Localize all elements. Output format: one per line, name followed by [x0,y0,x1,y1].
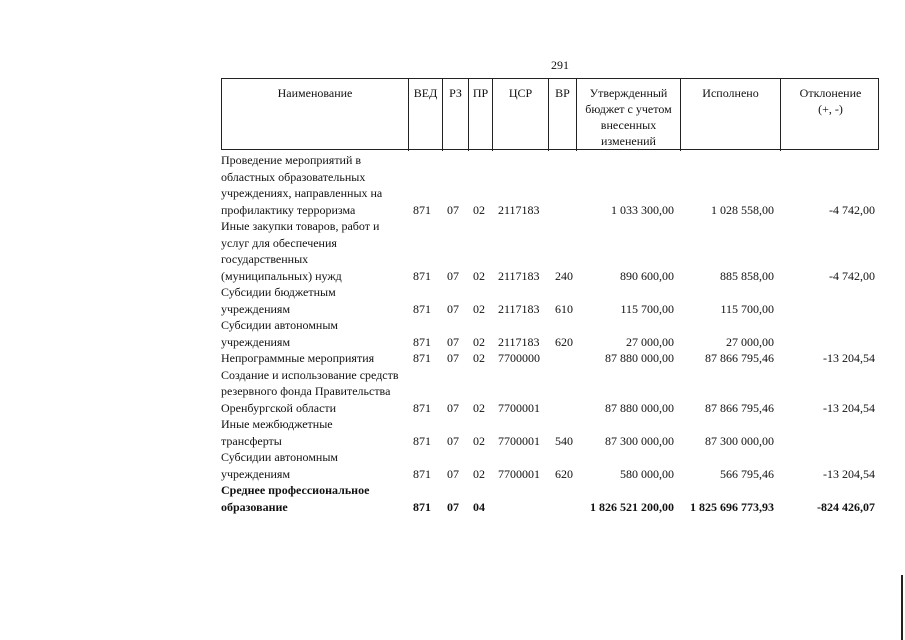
row-budget: 87 880 000,00 [605,400,674,415]
row-pr: 04 [473,499,485,514]
row-pr: 02 [473,400,485,415]
header-name: Наименование [277,86,353,100]
row-vr: 540 [555,433,573,448]
row-deviation: -13 204,54 [823,400,875,415]
row-csr: 7700001 [498,433,540,448]
row-rz: 07 [447,351,459,365]
header-vr: ВР [548,79,576,151]
table-row [221,218,881,284]
row-ved: 871 [413,433,431,448]
row-pr: 02 [473,466,485,481]
table-row [221,152,881,218]
table-body [221,152,881,515]
row-deviation: -13 204,54 [823,351,875,365]
row-budget: 27 000,00 [626,334,674,349]
row-csr: 7700001 [498,466,540,481]
row-deviation: -13 204,54 [823,466,875,481]
row-executed: 566 795,46 [720,466,774,481]
row-budget: 1 826 521 200,00 [590,499,674,514]
row-ved: 871 [413,334,431,349]
row-executed: 1 028 558,00 [711,202,774,217]
table-row [221,449,881,482]
row-name: Проведение мероприятий в областных образовательных учреждениях, направленных на профилактику терроризма [221,153,383,217]
row-csr: 2117183 [498,334,540,349]
row-ved: 871 [413,202,431,217]
row-rz: 07 [447,466,459,481]
row-name: Субсидии автономным учреждениям [221,450,338,481]
table-row [221,317,881,350]
row-deviation: -4 742,00 [829,268,875,283]
row-budget: 87 300 000,00 [605,433,674,448]
row-rz: 07 [447,433,459,448]
header-deviation: Отклонение (+, -) [780,79,880,151]
row-csr: 2117183 [498,301,540,316]
row-rz: 07 [447,268,459,283]
table-row [221,350,881,367]
row-ved: 871 [413,466,431,481]
row-csr: 2117183 [498,268,540,283]
row-ved: 871 [413,268,431,283]
row-ved: 871 [413,400,431,415]
row-pr: 02 [473,351,485,365]
row-rz: 07 [447,334,459,349]
row-name: Субсидии бюджетным учреждениям [221,285,336,316]
row-pr: 02 [473,301,485,316]
row-executed: 885 858,00 [720,268,774,283]
row-name: Непрограммные мероприятия [221,351,375,365]
table-row [221,482,881,515]
row-executed: 115 700,00 [720,301,774,316]
row-name: Иные межбюджетные трансферты [221,417,333,448]
row-vr: 610 [555,301,573,316]
row-rz: 07 [447,301,459,316]
row-vr: 620 [555,466,573,481]
header-csr: ЦСР [492,79,548,151]
header-rz: РЗ [442,79,468,151]
row-executed: 27 000,00 [726,334,774,349]
row-vr: 620 [555,334,573,349]
row-name: Создание и использование средств резервного фонда Правительства Оренбургской области [221,367,399,415]
row-budget: 115 700,00 [620,301,674,316]
scan-edge-mark [901,575,903,640]
page-number: 291 [551,58,569,72]
row-name: Субсидии автономным учреждениям [221,318,338,349]
header-budget: Утвержденный бюджет с учетом внесенных изменений [576,79,680,151]
row-ved: 871 [413,301,431,316]
row-budget: 890 600,00 [620,268,674,283]
row-budget: 87 880 000,00 [605,351,674,365]
row-executed: 87 866 795,46 [705,400,774,415]
row-csr: 7700000 [498,351,540,365]
row-pr: 02 [473,334,485,349]
header-pr: ПР [468,79,492,151]
row-pr: 02 [473,202,485,217]
row-ved: 871 [413,351,431,365]
row-deviation: -4 742,00 [829,202,875,217]
row-rz: 07 [447,499,459,514]
header-executed: Исполнено [680,79,780,151]
table-row [221,284,881,317]
row-deviation: -824 426,07 [817,499,875,514]
row-ved: 871 [413,499,431,514]
row-rz: 07 [447,202,459,217]
row-budget: 1 033 300,00 [611,202,674,217]
row-executed: 87 300 000,00 [705,433,774,448]
table-row [221,416,881,449]
header-ved: ВЕД [408,79,442,151]
row-pr: 02 [473,433,485,448]
row-name: Среднее профессиональное образование [221,483,370,514]
row-budget: 580 000,00 [620,466,674,481]
table-row [221,367,881,417]
row-pr: 02 [473,268,485,283]
row-executed: 87 866 795,46 [705,351,774,365]
row-vr: 240 [555,268,573,283]
row-csr: 2117183 [498,202,540,217]
row-csr: 7700001 [498,400,540,415]
row-executed: 1 825 696 773,93 [690,499,774,514]
row-name: Иные закупки товаров, работ и услуг для обеспечения государственных (муниципальных) нужд [221,219,380,283]
table-header [221,78,879,150]
row-rz: 07 [447,400,459,415]
